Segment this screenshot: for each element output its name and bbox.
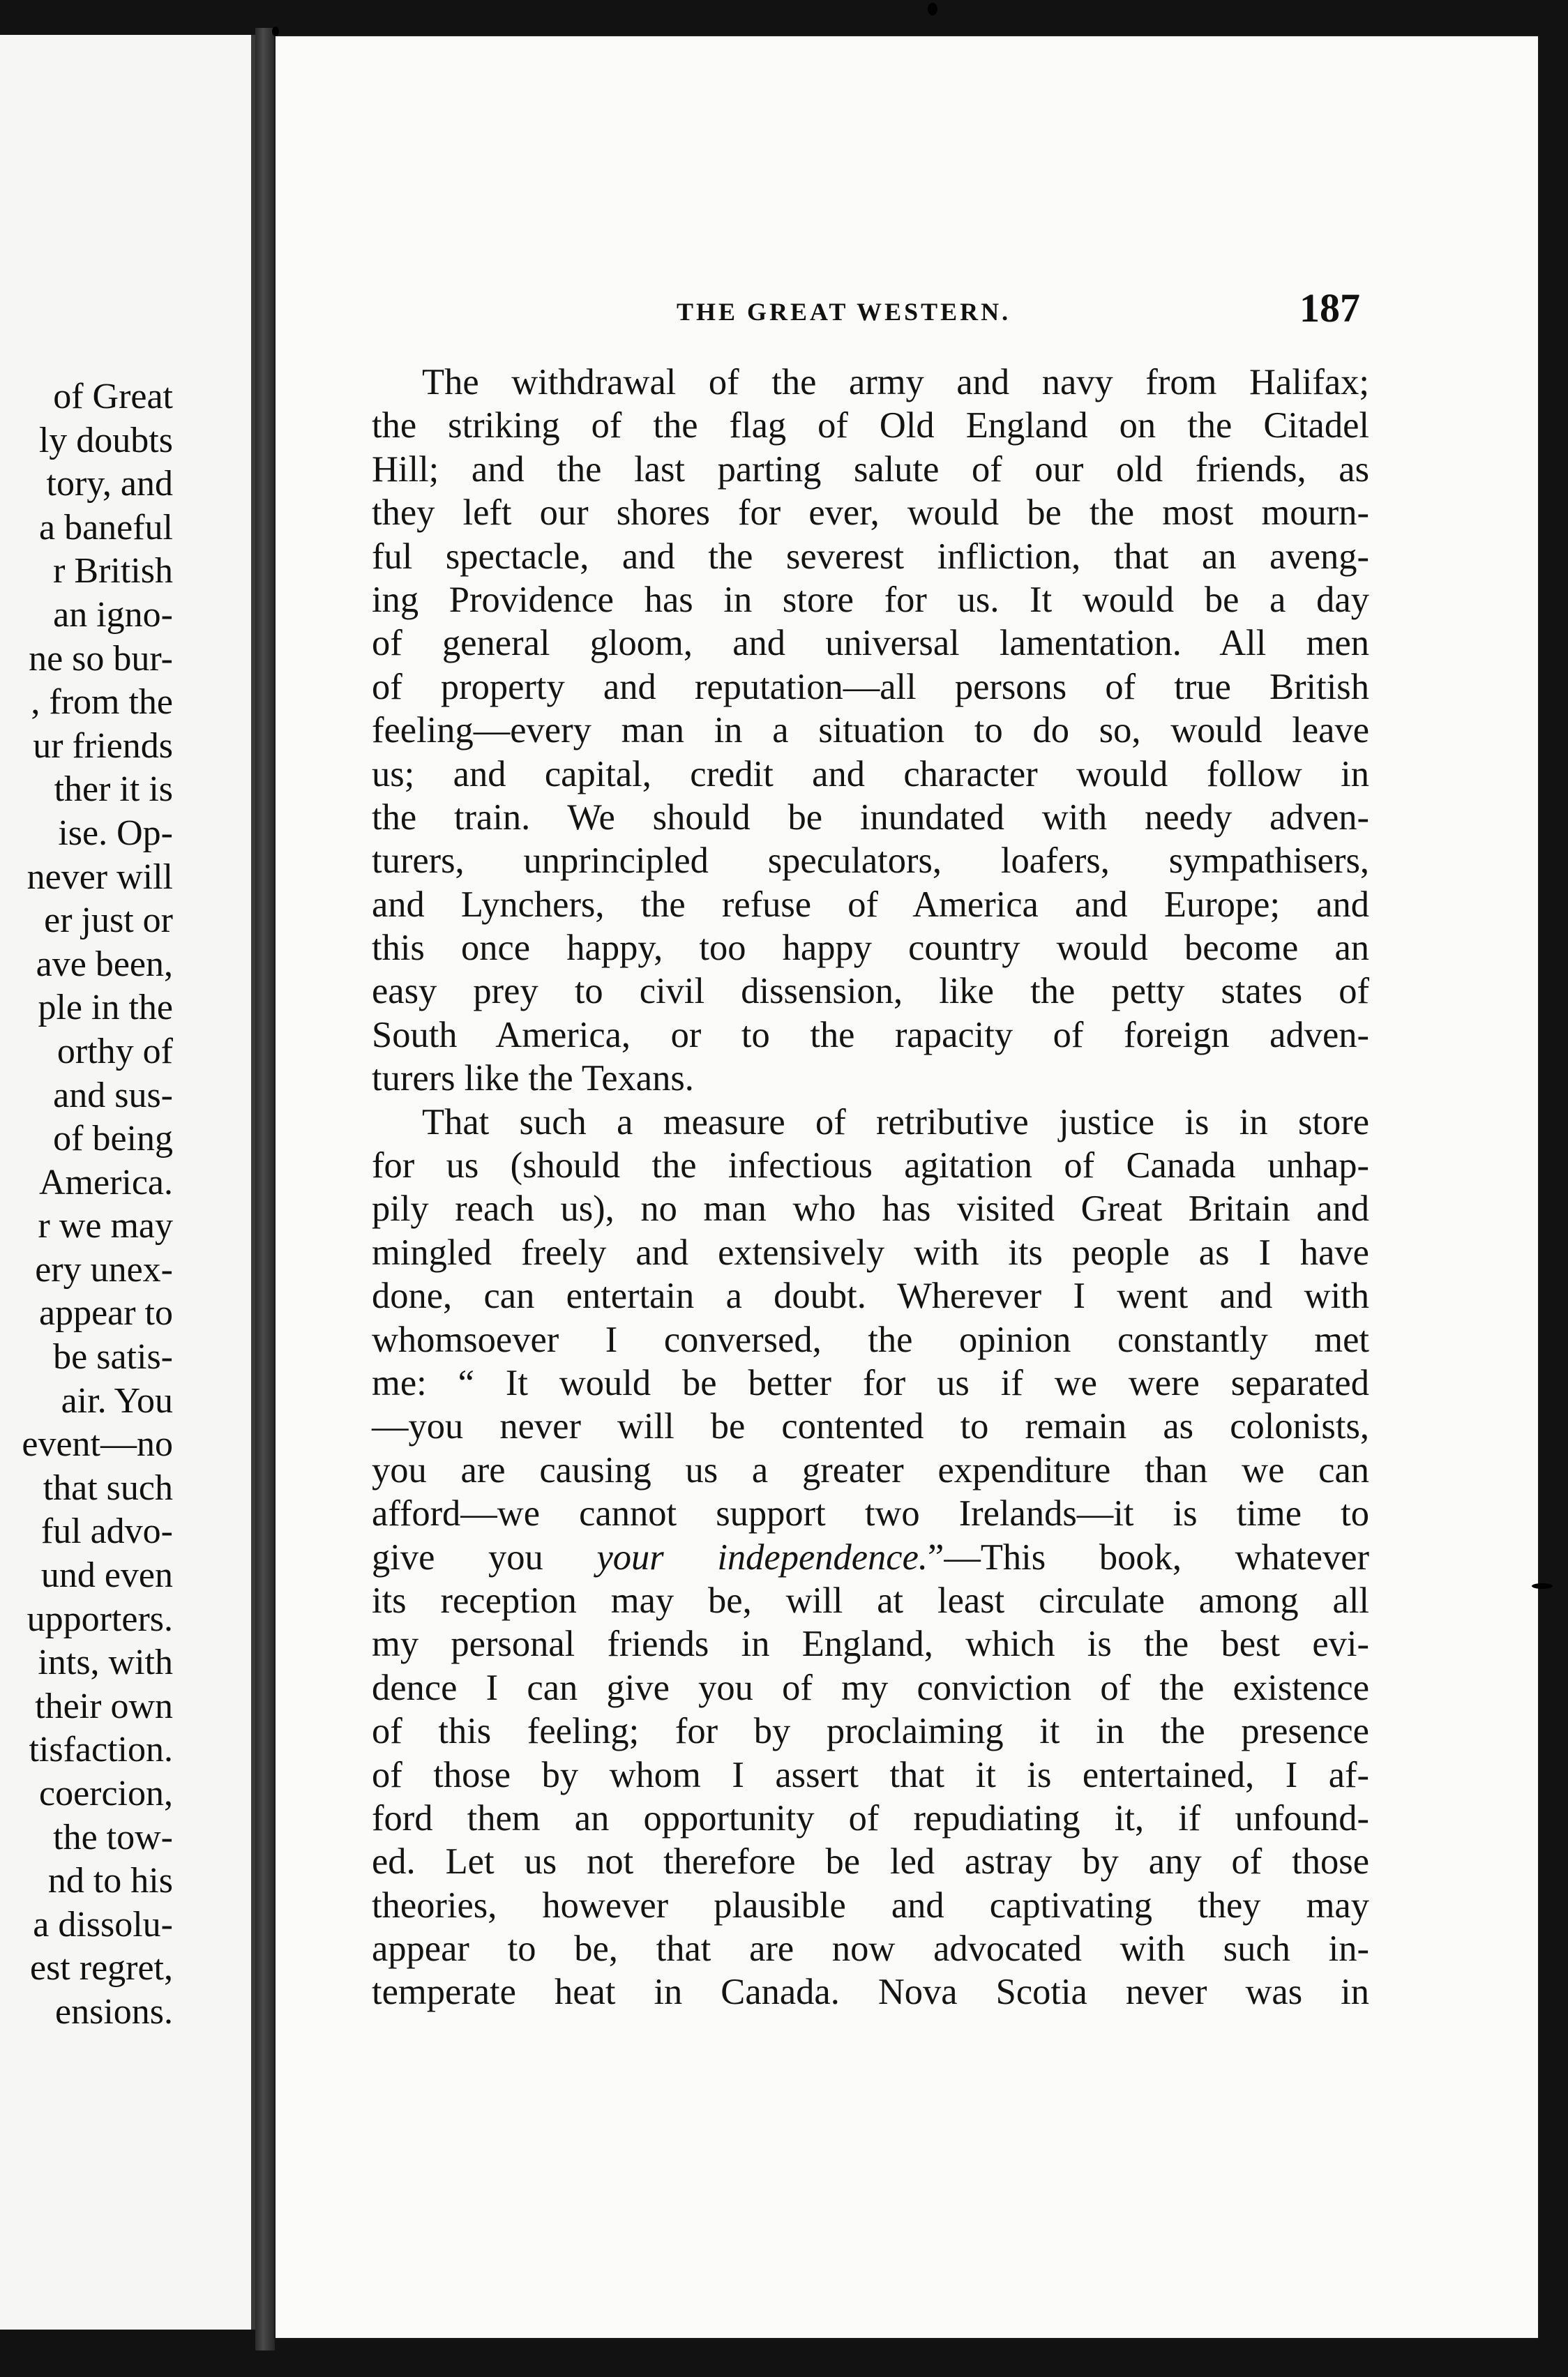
- facing-page-line: ints, with: [38, 1643, 173, 1683]
- text-line: feeling—every man in a situation to do so, would leave: [372, 710, 1369, 751]
- text-line: easy prey to civil dissension, like the petty states of: [372, 971, 1369, 1012]
- text-line: appear to be, that are now advocated with such in-: [372, 1929, 1369, 1970]
- book-gutter: [255, 28, 275, 2350]
- italic-phrase: your independence.: [596, 1537, 928, 1578]
- text-line: mingled freely and extensively with its people as I have: [372, 1232, 1369, 1273]
- text-line: the train. We should be inundated with needy adven-: [372, 797, 1369, 838]
- facing-page-line: never will: [27, 857, 173, 897]
- facing-page-line: air. You: [61, 1380, 173, 1421]
- facing-page-line: r British: [53, 551, 173, 591]
- page-number: 187: [1299, 285, 1360, 331]
- text-line: its reception may be, will at least circulate among all: [372, 1580, 1369, 1621]
- text-line: ing Providence has in store for us. It would be a day: [372, 579, 1369, 620]
- text-line: theories, however plausible and captivating they may: [372, 1885, 1369, 1926]
- text-line: of property and reputation—all persons of true British: [372, 666, 1369, 707]
- page-187: [276, 36, 1538, 2338]
- facing-page-line: an igno-: [53, 594, 173, 635]
- text-line: turers, unprincipled speculators, loafers, sympathisers,: [372, 840, 1369, 882]
- facing-page-line: tisfaction.: [29, 1730, 173, 1770]
- facing-page-line: the tow-: [53, 1817, 173, 1857]
- scan-speck: [1532, 1583, 1553, 1589]
- facing-page-text: [0, 375, 173, 2035]
- facing-page-line: ur friends: [33, 725, 173, 766]
- facing-page-line: ise. Op-: [58, 813, 173, 853]
- text-line: ful spectacle, and the severest infliction, that an aveng-: [372, 536, 1369, 577]
- text-line: of this feeling; for by proclaiming it in the presence: [372, 1711, 1369, 1752]
- facing-page-line: of being: [53, 1119, 173, 1159]
- text-line: ford them an opportunity of repudiating it, if unfound-: [372, 1797, 1369, 1839]
- text-run: give you: [372, 1537, 597, 1578]
- facing-page-line: tory, and: [46, 464, 173, 504]
- facing-page-line: ery unex-: [35, 1249, 173, 1290]
- running-head: [276, 285, 1538, 340]
- facing-page-line: orthy of: [56, 1031, 173, 1071]
- text-line: ed. Let us not therefore be led astray by any of those: [372, 1841, 1369, 1882]
- facing-page-line: appear to: [38, 1293, 173, 1334]
- scan-speck: [928, 3, 937, 15]
- running-head-title: THE GREAT WESTERN.: [677, 298, 1011, 326]
- text-run: ”—This book, whatever: [928, 1537, 1369, 1578]
- text-line: That such a measure of retributive justice is in store: [422, 1101, 1369, 1142]
- text-line: whomsoever I conversed, the opinion constantly met: [372, 1319, 1369, 1360]
- facing-page: [0, 35, 255, 2330]
- facing-page-line: ensions.: [55, 1991, 173, 2032]
- text-line: me: “ It would be better for us if we were separated: [372, 1362, 1369, 1403]
- facing-page-line: upporters.: [27, 1599, 173, 1639]
- text-line: us; and capital, credit and character would follow in: [372, 753, 1369, 794]
- facing-page-line: coercion,: [38, 1774, 173, 1813]
- facing-page-line: America.: [38, 1162, 173, 1202]
- text-line: they left our shores for ever, would be the most mourn-: [372, 492, 1369, 534]
- facing-page-line: ly doubts: [38, 420, 173, 460]
- text-line: this once happy, too happy country would become an: [372, 928, 1369, 969]
- facing-page-line: event—no: [22, 1424, 173, 1465]
- text-line: temperate heat in Canada. Nova Scotia never was in: [372, 1972, 1369, 2013]
- facing-page-line: ave been,: [36, 944, 173, 984]
- facing-page-line: ther it is: [54, 769, 173, 810]
- text-line: The withdrawal of the army and navy from Halifax;: [422, 362, 1369, 402]
- facing-page-line: their own: [35, 1686, 173, 1726]
- facing-page-line: er just or: [44, 900, 173, 941]
- facing-page-line: r we may: [38, 1206, 173, 1246]
- text-line: the striking of the flag of Old England on the Citadel: [372, 405, 1369, 446]
- facing-page-line: be satis-: [53, 1337, 173, 1378]
- text-line: afford—we cannot support two Irelands—it is time to: [372, 1493, 1369, 1534]
- facing-page-line: nd to his: [47, 1861, 173, 1901]
- text-line: South America, or to the rapacity of foreign adven-: [372, 1014, 1369, 1055]
- facing-page-line: , from the: [31, 682, 173, 723]
- text-line: turers like the Texans.: [372, 1058, 694, 1099]
- text-line: dence I can give you of my conviction of the existence: [372, 1667, 1369, 1708]
- text-line: of those by whom I assert that it is entertained, I af-: [372, 1754, 1369, 1795]
- body-text: [372, 361, 1369, 2014]
- facing-page-line: und even: [40, 1555, 173, 1596]
- facing-page-line: est regret,: [29, 1948, 173, 1989]
- facing-page-line: ple in the: [38, 988, 173, 1028]
- text-line: [372, 1536, 1369, 1579]
- facing-page-line: and sus-: [53, 1075, 173, 1115]
- text-line: and Lynchers, the refuse of America and Europe; and: [372, 884, 1369, 925]
- text-line: Hill; and the last parting salute of our old friends, as: [372, 448, 1369, 490]
- facing-page-line: a baneful: [38, 507, 173, 548]
- text-line: my personal friends in England, which is the best evi-: [372, 1624, 1369, 1665]
- scan-speck: [272, 27, 279, 36]
- text-line: of general gloom, and universal lamentation. All men: [372, 623, 1369, 664]
- facing-page-line: ful advo-: [40, 1511, 173, 1552]
- text-line: —you never will be contented to remain as colonists,: [372, 1406, 1369, 1447]
- facing-page-line: of Great: [53, 377, 173, 416]
- text-line: done, can entertain a doubt. Wherever I went and with: [372, 1276, 1369, 1317]
- facing-page-line: that such: [43, 1467, 173, 1508]
- facing-page-line: a dissolu-: [33, 1904, 173, 1945]
- text-line: for us (should the infectious agitation of Canada unhap-: [372, 1145, 1369, 1186]
- text-line: pily reach us), no man who has visited Great Britain and: [372, 1188, 1369, 1230]
- text-line: you are causing us a greater expenditure than we can: [372, 1449, 1369, 1491]
- facing-page-line: ne so bur-: [29, 638, 173, 679]
